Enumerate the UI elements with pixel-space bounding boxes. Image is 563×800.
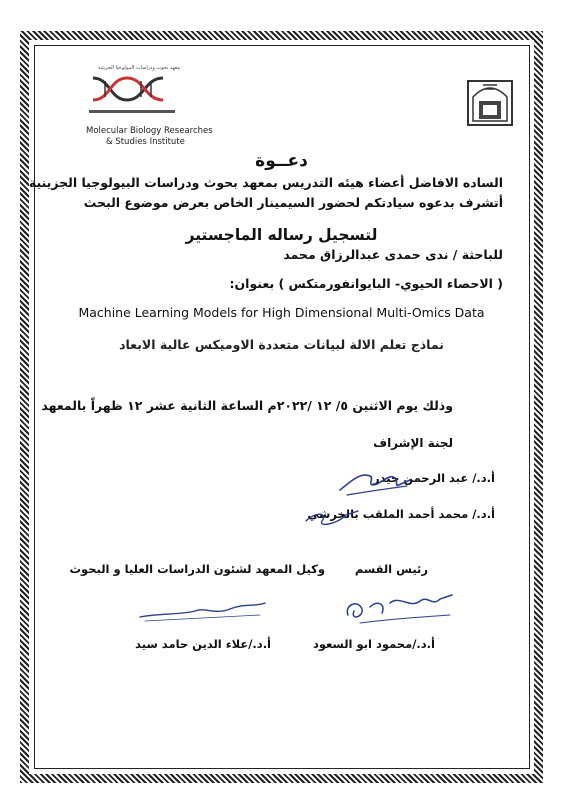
head-of-department-title: رئيس القسم <box>354 562 428 576</box>
thesis-type: لتسجيل رساله الماجستير <box>185 226 378 244</box>
committee-heading: لجنة الإشراف <box>373 436 453 450</box>
topic-english: Machine Learning Models for High Dimensional Multi-Omics Data <box>78 305 485 320</box>
vice-dean-signature <box>135 595 270 625</box>
supervisor-1-signature <box>335 462 415 500</box>
researcher-name: للباحثة / ندى حمدى عبدالرزاق محمد <box>283 247 503 262</box>
logo-caption: معهد بحوث ودراسات البيولوجيا الجزيئية <box>98 65 180 71</box>
date-time-line: وذلك يوم الاثنين ٥/ ١٢ /٢٠٢٢م الساعة الثانية عشر ١٢ ظهراً بالمعهد <box>41 398 453 413</box>
university-seal-icon <box>465 75 517 127</box>
institute-name-line2: & Studies Institute <box>106 137 185 147</box>
vice-dean-name: أ.د./علاء الدين حامد سيد <box>135 637 271 651</box>
addressees-line: الساده الافاضل أعضاء هيئه التدريس بمعهد بحوث ودراسات البيولوجيا الجزينية <box>28 175 503 190</box>
head-signature <box>340 585 460 630</box>
institute-name-line1: Molecular Biology Researches <box>86 126 213 136</box>
invite-line: أتشرف بدعوه سيادتكم لحضور السيمينار الخاص بعرض موضوع البحث <box>83 195 503 210</box>
supervisor-1: أ.د./ عبد الرحمن حيدر <box>373 471 495 485</box>
institute-name <box>86 126 213 148</box>
vice-dean-title: وكيل المعهد لشئون الدراسات العليا و البحوث <box>69 562 325 576</box>
institute-logo-icon <box>85 70 185 120</box>
topic-arabic: نماذج تعلم الالة لبيانات متعددة الاوميكس عالية الابعاد <box>119 337 444 352</box>
supervisor-2: أ.د./ محمد أحمد الملقب بالخرشي <box>307 507 495 521</box>
head-name: أ.د./محمود ابو السعود <box>312 637 435 651</box>
supervisor-2-signature <box>302 503 362 531</box>
field-line: ( الاحصاء الحيوي- البايوانفورمتكس ) بعنوان: <box>229 276 503 291</box>
invitation-title: دعــوة <box>255 151 308 171</box>
